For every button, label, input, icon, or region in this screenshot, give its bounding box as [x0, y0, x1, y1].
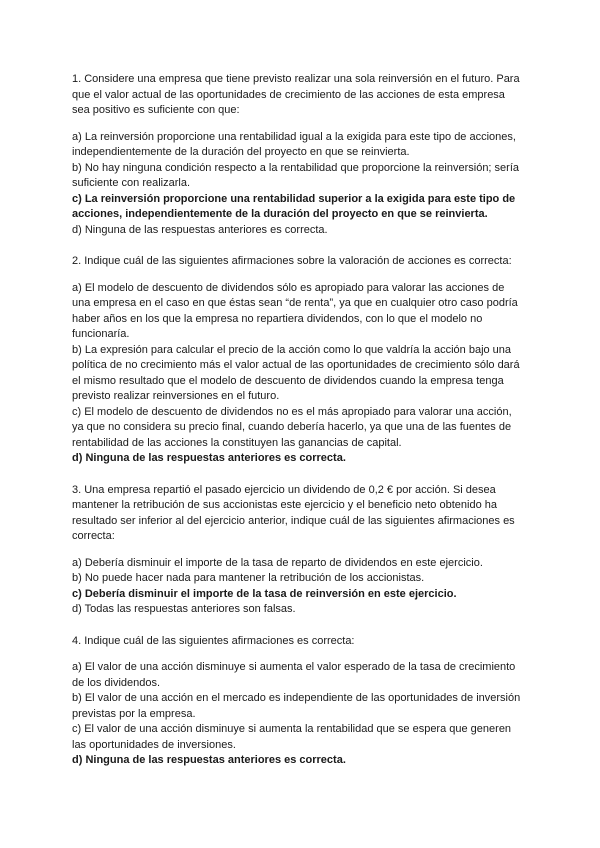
option-line: c) La reinversión proporcione una rentabilidad superior a la exigida para este tipo de [72, 192, 516, 205]
option-line: d) Ninguna de las respuestas anteriores es correcta. [72, 223, 328, 236]
answer-option [72, 281, 530, 343]
option-line: b) No puede hacer nada para mantener la retribución de los accionistas. [72, 572, 425, 584]
answer-option [72, 602, 530, 618]
option-line: el mismo resultado que el modelo de descuento de dividendos cuando la empresa tenga [72, 374, 504, 387]
answer-options [72, 660, 530, 769]
option-line: funcionaría. [72, 328, 130, 340]
option-line: b) No hay ninguna condición respecto a la rentabilidad que proporcione la reinversión; sería [72, 161, 519, 174]
stem-line: 2. Indique cuál de las siguientes afirmaciones sobre la valoración de acciones es correcta: [72, 255, 512, 267]
stem-line: correcta: [72, 530, 115, 542]
option-line: las oportunidades de inversiones. [72, 738, 236, 751]
question-3 [72, 483, 530, 618]
option-line: independientemente de la duración del proyecto en que se reinvierta. [72, 146, 410, 158]
answer-option [72, 571, 530, 587]
option-line: previsto realizar reinversiones en el futuro. [72, 390, 280, 402]
answer-option [72, 722, 530, 753]
answer-option [72, 660, 530, 691]
answer-option-correct [72, 192, 530, 223]
answer-option [72, 556, 530, 572]
option-line: rentabilidad de las acciones la constituyen las ganancias de capital. [72, 436, 402, 449]
option-line: ya que no considera su precio final, cuando debería hacerlo, ya que una de las fuentes de [72, 421, 512, 433]
option-line: c) El valor de una acción disminuye si aumenta la rentabilidad que se espera que generen [72, 723, 512, 735]
document-page [72, 72, 530, 785]
question-4 [72, 634, 530, 769]
stem-line: 1. Considere una empresa que tiene previsto realizar una sola reinversión en el futuro. Para [72, 73, 520, 85]
answer-option [72, 161, 530, 192]
option-line: política de no crecimiento más el valor actual de las oportunidades de crecimiento sólo dará [72, 359, 520, 371]
question-stem [72, 72, 530, 119]
option-line: suficiente con realizarla. [72, 177, 191, 189]
answer-option-correct [72, 451, 530, 467]
stem-line: sea positivo es suficiente con que: [72, 104, 240, 116]
option-line: acciones, independientemente de la duración del proyecto en que se reinvierta. [72, 208, 488, 220]
stem-line: resultado ser inferior al del ejercicio anterior, indique cuál de las siguientes afirmaciones es [72, 514, 515, 527]
option-line: a) El valor de una acción disminuye si aumenta el valor esperado de la tasa de crecimiento [72, 661, 516, 673]
answer-options [72, 130, 530, 239]
option-line: c) Debería disminuir el importe de la tasa de reinversión en este ejercicio. [72, 587, 457, 600]
question-1 [72, 72, 530, 238]
stem-line: 3. Una empresa repartió el pasado ejercicio un dividendo de 0,2 € por acción. Si desea [72, 483, 496, 496]
answer-option-correct [72, 753, 530, 769]
option-line: a) Debería disminuir el importe de la tasa de reparto de dividendos en este ejercicio. [72, 556, 483, 569]
stem-line: que el valor actual de las oportunidades de crecimiento de las acciones de esta empresa [72, 88, 505, 101]
stem-line: mantener la retribución de sus accionistas este ejercicio y el beneficio neto obtenido ha [72, 499, 497, 511]
option-line: de los dividendos. [72, 676, 161, 689]
question-2 [72, 254, 530, 467]
option-line: d) Ninguna de las respuestas anteriores es correcta. [72, 754, 346, 766]
stem-line: 4. Indique cuál de las siguientes afirmaciones es correcta: [72, 634, 355, 647]
answer-option [72, 691, 530, 722]
option-line: previstas por la empresa. [72, 707, 196, 720]
answer-option [72, 130, 530, 161]
option-line: a) El modelo de descuento de dividendos sólo es apropiado para valorar las acciones de [72, 281, 505, 294]
option-line: b) La expresión para calcular el precio de la acción como lo que valdría la acción bajo una [72, 343, 512, 356]
question-list [72, 72, 530, 769]
option-line: a) La reinversión proporcione una rentabilidad igual a la exigida para este tipo de acciones, [72, 130, 516, 143]
question-stem [72, 254, 530, 270]
option-line: b) El valor de una acción en el mercado es independiente de las oportunidades de inversión [72, 692, 521, 704]
answer-options [72, 281, 530, 467]
option-line: d) Ninguna de las respuestas anteriores es correcta. [72, 452, 346, 464]
answer-options [72, 556, 530, 618]
answer-option-correct [72, 587, 530, 603]
question-stem [72, 634, 530, 650]
option-line: c) El modelo de descuento de dividendos no es el más apropiado para valorar una acción, [72, 405, 512, 418]
question-stem [72, 483, 530, 545]
answer-option [72, 405, 530, 452]
answer-option [72, 343, 530, 405]
answer-option [72, 223, 530, 239]
option-line: haber años en los que la empresa no repartiera dividendos, con lo que el modelo no [72, 312, 483, 325]
option-line: una empresa en el caso en que éstas sean “de renta”, ya que en cualquier otro caso podría [72, 297, 518, 309]
option-line: d) Todas las respuestas anteriores son falsas. [72, 603, 296, 615]
